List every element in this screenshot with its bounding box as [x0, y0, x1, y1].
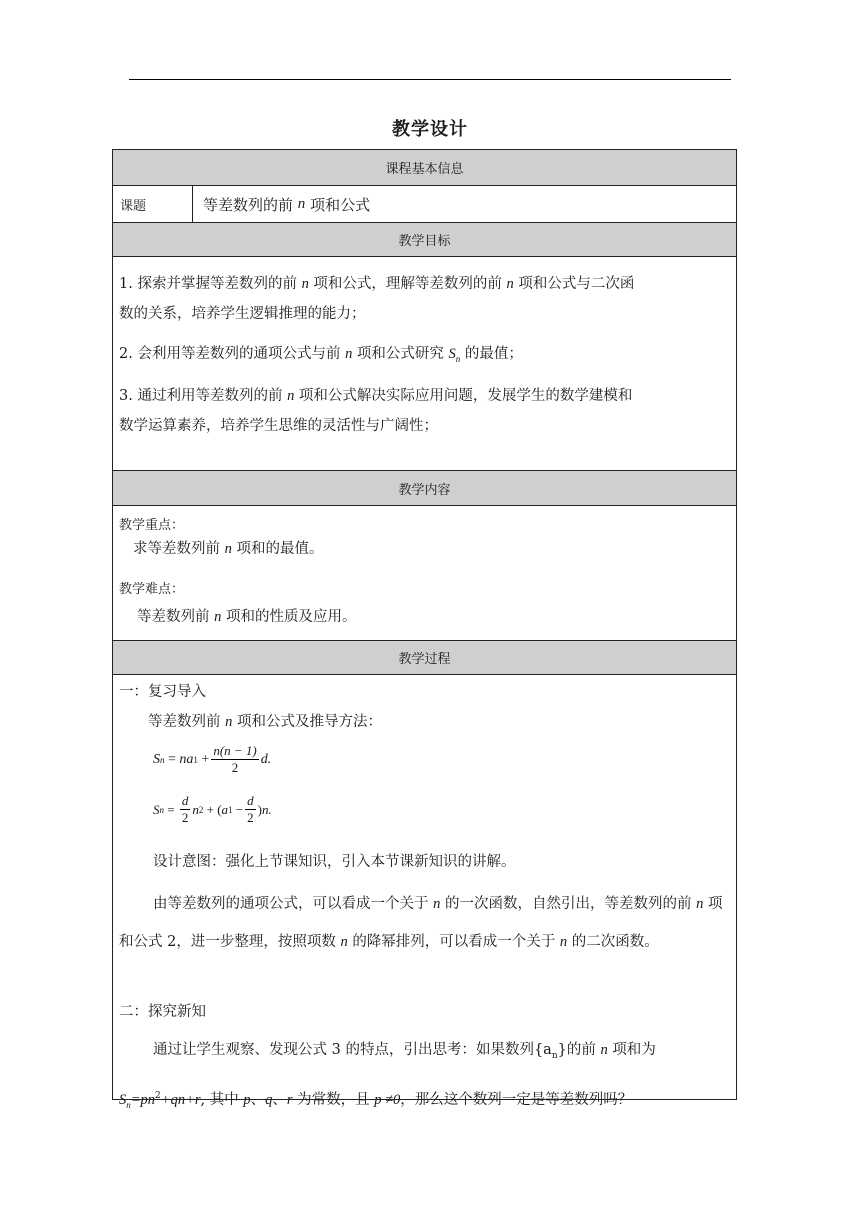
- topic-value: 等差数列的前 n 项和公式: [203, 195, 371, 214]
- formula-sum-1: S n = na 1 + $\frac{n(n - 1)}{2}$ d.: [153, 743, 272, 775]
- lesson-plan-table: [112, 149, 737, 1110]
- key-point-text: 求等差数列前 n 项和的最值。: [133, 541, 324, 557]
- part1-title: 一：复习导入: [119, 684, 206, 700]
- goal-1: 1. 探索并掌握等差数列的前 n 项和公式，理解等差数列的前 n 项和公式与二次函 数的关系，培养学生逻辑推理的能力；: [119, 276, 635, 322]
- document-title: 教学设计: [392, 119, 468, 140]
- goal-3: 3. 通过利用等差数列的前 n 项和公式解决实际应用问题，发展学生的数学建模和 数学运算素养，培养学生思维的灵活性与广阔性；: [119, 388, 633, 434]
- part2-title: 二：探究新知: [119, 1004, 206, 1020]
- design-intent: 设计意图：强化上节课知识，引入本节课新知识的讲解。: [153, 854, 516, 870]
- fraction: $\frac{d}{2}$: [181, 793, 189, 825]
- goal-2: 2. 会利用等差数列的通项公式与前 n 项和公式研究 $S_n$ 的最值；: [119, 346, 523, 364]
- derivation-paragraph: 由等差数列的通项公式，可以看成一个关于 n 的一次函数，自然引出，等差数列的前 n 项和公式 2，进一步整理，按照项数 n 的降幂排列，可以看成一个关于 n 的二次函数。: [119, 896, 723, 950]
- difficulty-label: 教学难点：: [119, 582, 185, 597]
- section-header-basic-info: 课程基本信息: [113, 150, 736, 186]
- key-point-label: 教学重点：: [119, 518, 185, 533]
- formula-intro: 等差数列前 n 项和公式及推导方法：: [148, 714, 382, 730]
- question-paragraph: 通过让学生观察、发现公式 3 的特点，引出思考：如果数列$\{a_n\}$的前 n 项和为$S_n=pn^2+qn+r$, 其中 p、q、r 为常数，且 p ≠0，那么这个数列一定是等差数列吗？: [119, 1042, 656, 1110]
- section-header-content: 教学内容: [113, 471, 736, 506]
- content-cell: [113, 506, 736, 641]
- topic-label: 课题: [113, 186, 193, 222]
- goals-cell: [113, 257, 736, 471]
- process-cell: [113, 675, 736, 1110]
- section-header-goals: 教学目标: [113, 223, 736, 257]
- header-rule: [129, 79, 731, 80]
- topic-row: [113, 186, 736, 223]
- fraction: $\frac{d}{2}$: [247, 793, 254, 825]
- difficulty-text: 等差数列前 n 项和的性质及应用。: [137, 609, 357, 625]
- formula-sum-2: S n = $\frac{d}{2}$ n 2 + ( a 1 − $\frac{d}{2}$ ) n.: [153, 793, 272, 825]
- section-header-process: 教学过程: [113, 641, 736, 675]
- fraction: $\frac{n(n - 1)}{2}$: [213, 743, 257, 775]
